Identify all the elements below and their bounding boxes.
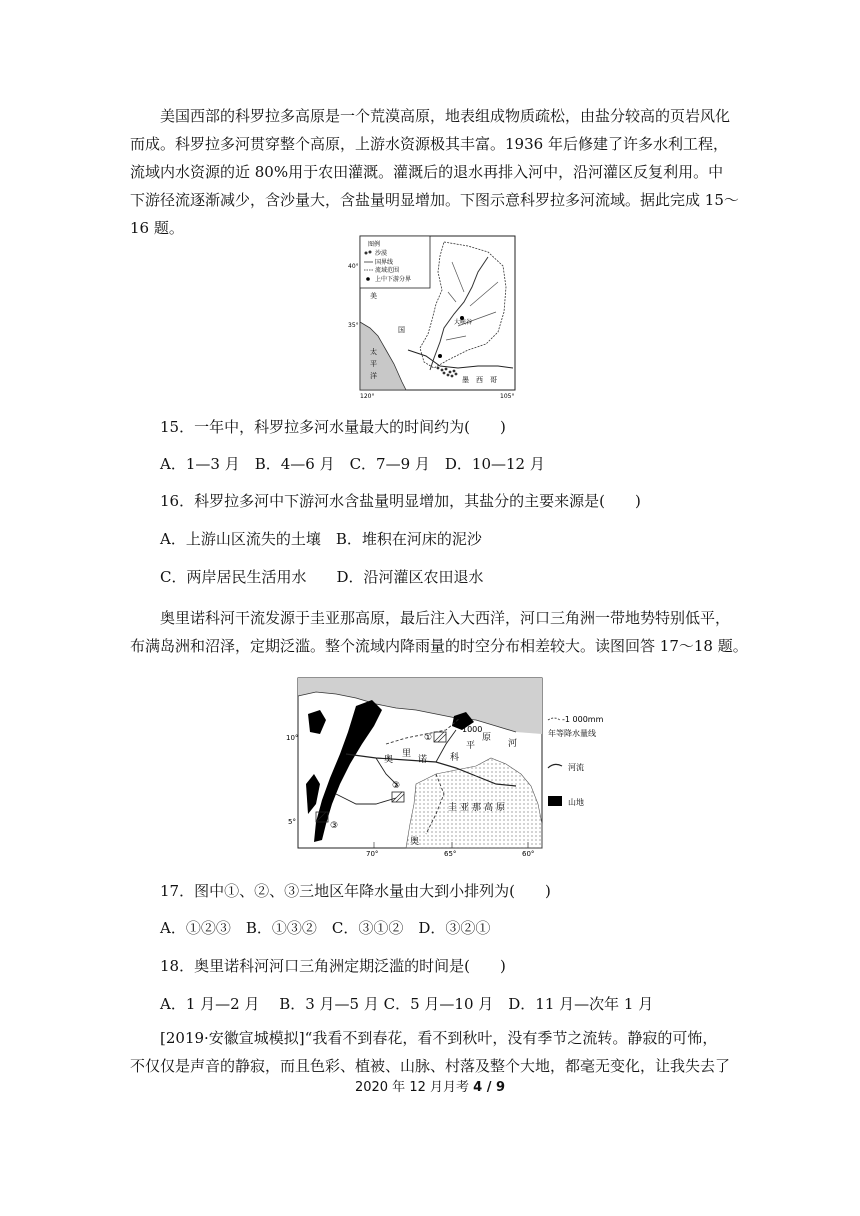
text-line: 流域内水资源的近 80%用于农田灌溉。灌溉后的退水再排入河中，沿河灌区反复利用。中 [130,163,724,181]
page-footer [0,1076,860,1095]
label-gui: 圭 [448,803,458,813]
point-3: ③ [330,821,339,831]
lon-label-70: 70° [366,850,379,858]
question-18-stem: 18．奥里诺科河河口三角洲定期泛滥的时间是( ) [160,957,506,975]
label-ao2: 奥 [410,837,420,847]
label-mo: 墨 [462,376,469,384]
legend-title: 图例 [368,241,381,248]
text-line: 奥里诺科河干流发源于圭亚那高原，最后注入大西洋，河口三角洲一带地势特别低平， [160,609,731,627]
label-ya: 亚 [460,803,470,813]
question-16-options-2: C．两岸居民生活用水 D．沿河灌区农田退水 [160,568,484,586]
label-gao: 高 [484,803,494,813]
label-he: 河 [508,739,518,749]
text-line: 不仅仅是声音的静寂，而且色彩、植被、山脉、村落及整个大地，都毫无变化，让我失去了 [130,1057,731,1075]
legend-divide: 上中下游分界 [375,276,412,283]
label-xi: 西 [476,376,483,384]
label-yuan2: 原 [496,803,506,813]
legend-isohyet: 年等降水量线 [548,729,596,738]
text-line: 16 题。 [130,219,184,237]
legend-river: 河流 [568,763,584,772]
lat-label-40: 40° [348,263,359,270]
text-line: [2019·安徽宣城模拟]“我看不到春花，看不到秋叶，没有季节之流转。静寂的可怖， [160,1029,718,1047]
label-tai: 太 [370,348,377,356]
label-na: 那 [472,803,482,813]
question-17-stem: 17．图中①、②、③三地区年降水量由大到小排列为( ) [160,882,551,900]
lon-label-105: 105° [500,393,515,400]
text-line: 布满岛洲和沼泽，定期泛滥。整个流域内降雨量的时空分布相差较大。读图回答 17～18 题。 [130,637,748,655]
text-line: 而成。科罗拉多河贯穿整个高原，上游水资源极其丰富。1936 年后修建了许多水利工程， [130,135,728,153]
question-17-options: A．①②③ B．①③② C．③①② D．③②① [160,919,491,937]
label-ge: 哥 [490,376,497,384]
question-16-options-1: A．上游山区流失的土壤 B．堆积在河床的泥沙 [160,530,482,548]
contour-label-1000: 1000 [462,725,483,734]
label-yang: 洋 [370,372,377,380]
point-1: ① [424,733,433,743]
label-ping: 平 [370,360,377,368]
label-li: 里 [402,749,412,759]
label-grand-canyon: 大峡谷 [454,319,473,326]
label-yuan: 原 [482,733,492,743]
intro-orinoco [130,604,748,660]
question-15-options: A．1—3 月 B．4—6 月 C．7—9 月 D．10—12 月 [160,455,545,473]
lat-label-35: 35° [348,322,359,329]
label-ke: 科 [450,753,460,763]
legend-border: 国界线 [375,259,394,266]
label-guo: 国 [398,326,405,334]
label-nuo: 诺 [418,755,428,765]
page-number: 4 / 9 [473,1080,506,1095]
footer-text: 2020 年 12 月月考 [354,1080,474,1095]
text-line: 美国西部的科罗拉多高原是一个荒漠高原，地表组成物质疏松，由盐分较高的页岩风化 [160,107,731,125]
question-15-stem: 15．一年中，科罗拉多河水量最大的时间约为( ) [160,418,506,436]
lon-label-60: 60° [522,850,535,858]
label-mei: 美 [370,292,377,300]
lon-label-65: 65° [444,850,457,858]
point-2: ② [392,781,401,791]
text-line: 下游径流逐渐减少，含沙量大，含盐量明显增加。下图示意科罗拉多河流域。据此完成 15～ [130,191,739,209]
legend-basin: 流域范围 [375,267,400,274]
question-18-options: A．1 月—2 月 B．3 月—5 月 C．5 月—10 月 D．11 月—次年 1 月 [160,995,654,1013]
legend-mountain: 山地 [568,798,584,807]
orinoco-basin-map [286,674,612,860]
legend-desert: 沙漠 [375,250,388,257]
colorado-basin-map [348,232,518,400]
lat-label-10: 10° [286,734,299,742]
legend-isohyet-value: -1 000mm [562,715,604,724]
label-ao: 奥 [384,755,394,765]
label-ping: 平 [466,741,476,751]
lat-label-5: 5° [288,818,296,826]
intro-xuancheng [130,1024,732,1080]
intro-colorado [130,102,739,242]
legend-divide-icon [366,277,370,281]
question-16-stem: 16．科罗拉多河中下游河水含盐量明显增加，其盐分的主要来源是( ) [160,492,641,510]
lon-label-120: 120° [360,393,375,400]
